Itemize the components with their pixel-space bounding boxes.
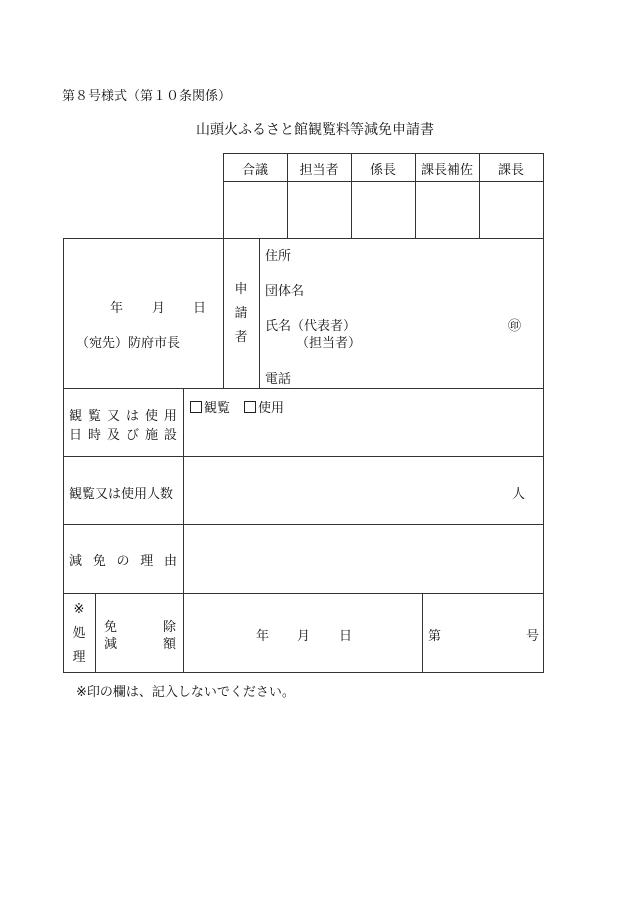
processing-date-day: 日 (339, 629, 353, 644)
use-checkbox[interactable] (244, 401, 256, 413)
address-field[interactable] (300, 242, 540, 264)
people-unit: 人 (512, 487, 526, 502)
group-name-field[interactable] (315, 277, 540, 299)
approval-col-chief: 係長 (369, 163, 396, 178)
addressee: （宛先）防府市長 (76, 336, 181, 351)
reason-label: 減 免 の 理 由 (69, 554, 177, 569)
approval-seal-field-manager[interactable] (480, 182, 543, 238)
footnote: ※印の欄は、記入しないでください。 (76, 685, 295, 700)
application-date-year: 年 (110, 301, 124, 316)
approval-col-assistant-manager: 課長補佐 (420, 163, 473, 178)
contact-person-field[interactable] (360, 330, 540, 350)
document-title: 山頭火ふるさと館観覧料等減免申請書 (196, 122, 434, 138)
approval-col-manager: 課長 (497, 163, 524, 178)
approval-col-staff: 担当者 (299, 163, 339, 178)
application-date-day: 日 (193, 301, 207, 316)
approval-seal-field-chief[interactable] (352, 182, 415, 238)
processing-vertical-label: ※ 処 理 (69, 598, 89, 670)
usage-datetime-facility-field[interactable] (186, 418, 540, 454)
exemption-label: 免 除 (104, 620, 176, 635)
reduction-label: 減 額 (104, 637, 176, 652)
applicant-vertical-label: 申 請 者 (234, 282, 248, 345)
number-suffix: 号 (526, 629, 540, 644)
form-number: 第８号様式（第１０条関係） (62, 89, 232, 104)
usage-label-line2: 日 時 及 び 施 設 (69, 428, 177, 443)
number-prefix: 第 (428, 629, 442, 644)
reason-field[interactable] (186, 528, 540, 590)
processing-date-year: 年 (256, 629, 270, 644)
application-date-month: 月 (152, 301, 166, 316)
people-count-label: 観覧又は使用人数 (69, 487, 174, 502)
processing-date-month: 月 (297, 629, 311, 644)
usage-label-line1: 観 覧 又 は 使 用 (69, 409, 177, 424)
approval-col-consultation: 合議 (241, 163, 268, 178)
view-checkbox[interactable] (190, 401, 202, 413)
approval-seal-field-consultation[interactable] (224, 182, 287, 238)
contact-person-label: （担当者） (296, 336, 362, 351)
application-date-field[interactable] (64, 238, 223, 388)
option-use[interactable]: 使用 (244, 397, 284, 416)
representative-name-label: 氏名（代表者） (265, 319, 357, 334)
approval-seal-field-assistant-manager[interactable] (416, 182, 479, 238)
approval-seal-field-staff[interactable] (288, 182, 351, 238)
address-label: 住所 (265, 249, 292, 264)
people-count-field[interactable] (186, 460, 506, 520)
group-name-label: 団体名 (265, 284, 305, 299)
phone-label: 電話 (265, 372, 292, 387)
phone-field[interactable] (300, 364, 540, 386)
processing-mark: ※ (73, 602, 85, 617)
seal-mark: ㊞ (508, 319, 522, 334)
option-view[interactable]: 観覧 (190, 397, 230, 416)
